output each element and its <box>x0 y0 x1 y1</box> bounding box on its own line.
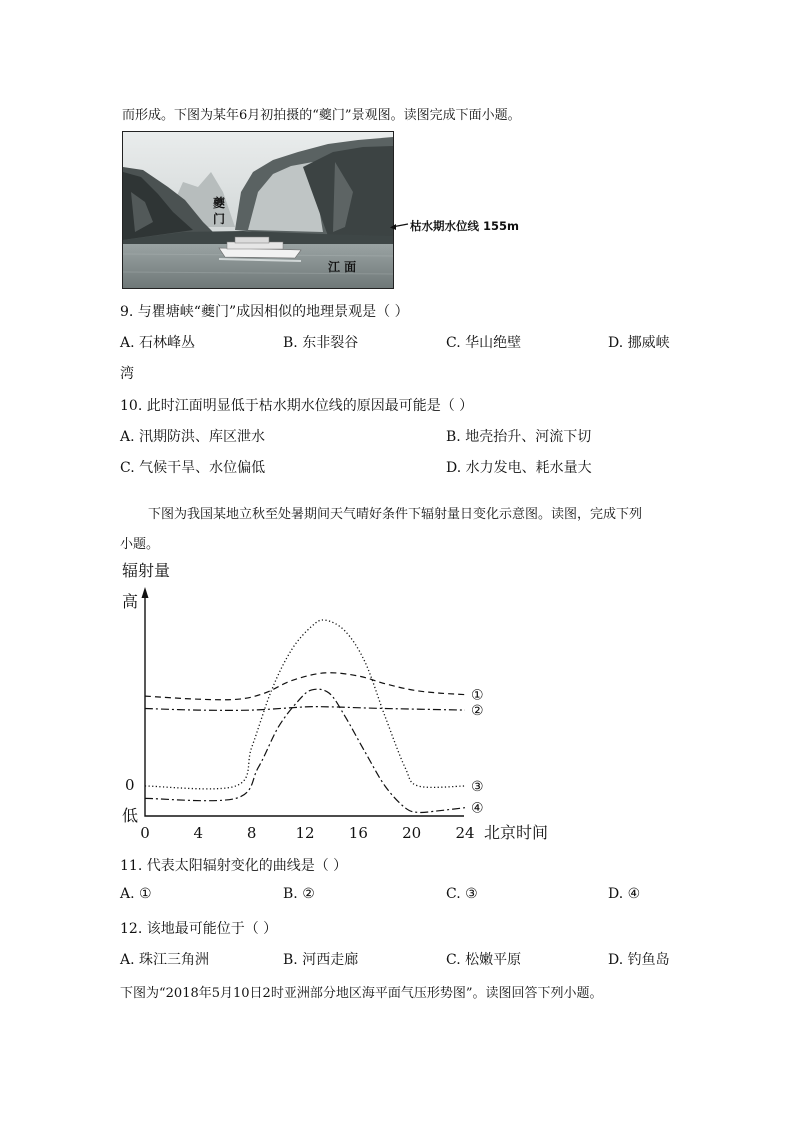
x-tick-label: 4 <box>193 824 204 842</box>
q10-option-b: B. 地壳抬升、河流下切 <box>446 429 592 445</box>
series-line-4 <box>145 689 465 812</box>
series-labels <box>471 688 484 817</box>
series-line-2 <box>145 707 465 711</box>
y-low-label: 低 <box>122 806 139 825</box>
intro-text-3: 下图为“2018年5月10日2时亚洲部分地区海平面气压形势图”。读图回答下列小题。 <box>120 986 603 1001</box>
axes <box>145 592 464 816</box>
q11-option-d: D. ④ <box>608 886 641 902</box>
q12-option-a: A. 珠江三角洲 <box>120 952 210 968</box>
y-axis-arrow <box>142 587 149 598</box>
waterline-arrow <box>388 218 412 234</box>
series-label-3: ③ <box>471 779 484 795</box>
series-label-2: ② <box>471 703 484 720</box>
q12-option-c: C. 松嫩平原 <box>446 952 522 968</box>
q12-option-b: B. 河西走廊 <box>283 952 359 968</box>
y-axis-label: 辐射量 <box>122 561 171 580</box>
q11-stem: 11. 代表太阳辐射变化的曲线是（ ） <box>120 858 348 874</box>
q10-option-a: A. 汛期防洪、库区泄水 <box>120 429 266 445</box>
q10-option-d: D. 水力发电、耗水量大 <box>446 460 592 476</box>
q9-option-d: D. 挪威峡 <box>608 335 670 351</box>
q9-option-d-wrap: 湾 <box>120 366 134 382</box>
q12-stem: 12. 该地最可能位于（ ） <box>120 921 278 937</box>
intro-text-1: 而形成。下图为某年6月初拍摄的“夔门”景观图。读图完成下面小题。 <box>122 108 521 123</box>
y-zero-label: 0 <box>125 776 135 794</box>
q10-stem: 10. 此时江面明显低于枯水期水位线的原因最可能是（ ） <box>120 398 474 414</box>
x-tick-label: 24 <box>455 824 475 842</box>
series-line-1 <box>145 673 465 700</box>
x-tick-labels <box>140 824 474 842</box>
y-high-label: 高 <box>122 592 139 611</box>
kuimen-label-2: 门 <box>213 212 226 226</box>
q9-option-c: C. 华山绝壁 <box>446 335 522 351</box>
intro-text-2-line2: 小题。 <box>120 537 160 552</box>
x-tick-label: 16 <box>348 824 368 842</box>
q11-option-a: A. ① <box>120 886 152 902</box>
q10-option-c: C. 气候干旱、水位偏低 <box>120 460 266 476</box>
waterline-annotation: 枯水期水位线 155m <box>410 219 519 233</box>
q9-option-a: A. 石林峰丛 <box>120 335 196 351</box>
q12-option-d: D. 钓鱼岛 <box>608 952 670 968</box>
series-lines <box>145 620 465 813</box>
radiation-chart <box>112 556 572 846</box>
q11-option-c: C. ③ <box>446 886 478 902</box>
q9-stem: 9. 与瞿塘峡“夔门”成因相似的地理景观是（ ） <box>120 304 409 320</box>
x-tick-label: 0 <box>140 824 150 842</box>
intro-text-2-line1: 下图为我国某地立秋至处暑期间天气晴好条件下辐射量日变化示意图。读图，完成下列 <box>148 507 643 522</box>
x-axis-label: 北京时间 <box>484 823 549 842</box>
x-tick-label: 20 <box>402 824 422 842</box>
series-label-4: ④ <box>471 800 484 817</box>
q11-option-b: B. ② <box>283 886 315 902</box>
q9-option-b: B. 东非裂谷 <box>283 335 359 351</box>
series-line-3 <box>145 620 465 789</box>
river-surface-label: 江 面 <box>328 260 357 274</box>
series-label-1: ① <box>471 687 484 704</box>
x-tick-label: 8 <box>246 824 257 842</box>
x-tick-label: 12 <box>295 824 315 842</box>
kuimen-label-1: 夔 <box>213 196 226 210</box>
kuimen-photo <box>122 131 394 289</box>
